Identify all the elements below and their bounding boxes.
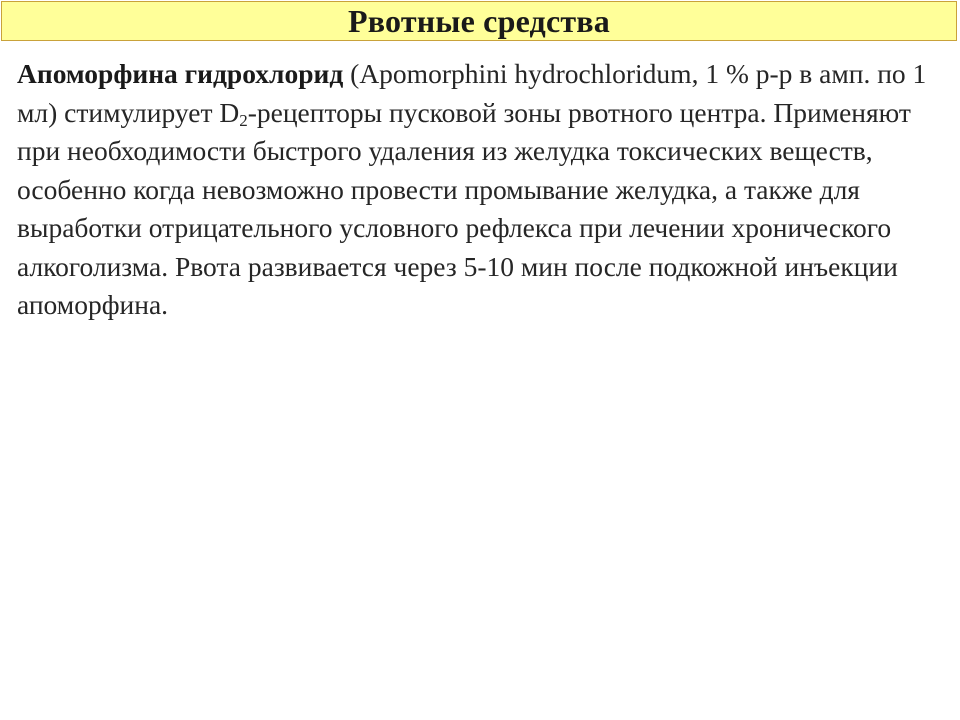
drug-name: Апоморфина гидрохлорид <box>17 58 344 89</box>
subscript-2: 2 <box>239 110 248 130</box>
paragraph-text-part1: (Apomorphini hydrochloridum, 1 % р-р в амп. по 1 мл) стимулирует D <box>17 58 927 128</box>
body-paragraph <box>17 55 947 325</box>
paragraph-text-part2: -рецепторы пусковой зоны рвотного центра. Применяют при необходимости быстрого удаления из желудка токсических веществ, особенно когда невозможно провести промывание желудка, а также для выработки отрицательного условного рефлекса при лечении хронического алкоголизма. Рвота развивается через 5-10 мин после подкожной инъекции апоморфина. <box>17 96 911 320</box>
slide-title: Рвотные средства <box>348 2 610 39</box>
title-bar <box>1 1 957 41</box>
